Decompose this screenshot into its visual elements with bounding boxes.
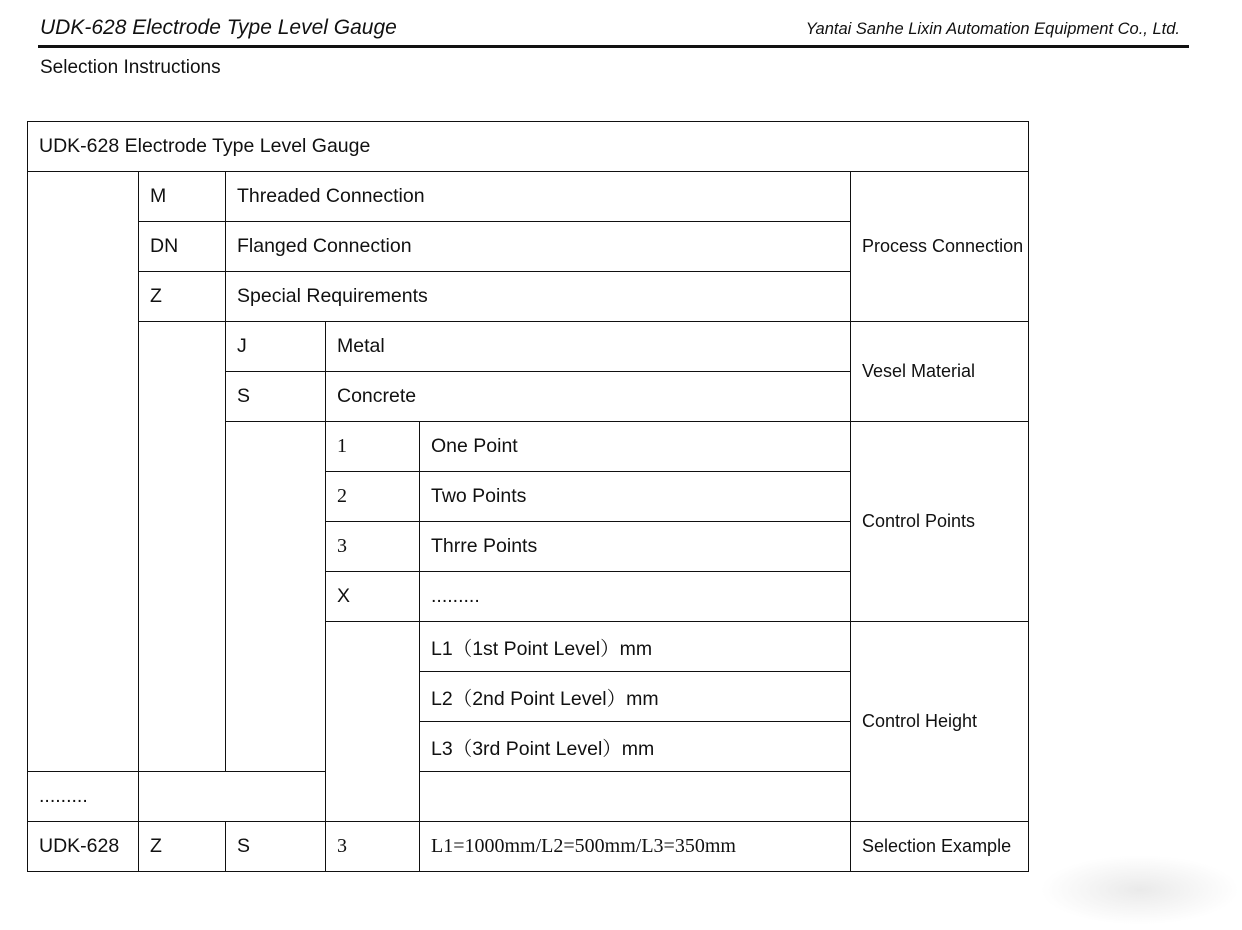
header-divider bbox=[38, 45, 1189, 48]
example-points: 3 bbox=[326, 822, 420, 872]
option-label: One Point bbox=[420, 422, 851, 472]
selection-example-row bbox=[28, 822, 1029, 872]
example-material: S bbox=[226, 822, 326, 872]
code-cell: 3 bbox=[326, 522, 420, 572]
document-title: UDK-628 Electrode Type Level Gauge bbox=[40, 16, 397, 39]
category-selection-example: Selection Example bbox=[851, 822, 1029, 872]
code-cell: M bbox=[139, 172, 226, 222]
example-connection: Z bbox=[139, 822, 226, 872]
example-model: UDK-628 bbox=[28, 822, 139, 872]
option-label: Metal bbox=[326, 322, 851, 372]
height-label: ......... bbox=[28, 772, 139, 822]
model-spacer-cell bbox=[28, 172, 139, 772]
code-cell: 1 bbox=[326, 422, 420, 472]
code-cell: Z bbox=[139, 272, 226, 322]
section-subtitle: Selection Instructions bbox=[40, 57, 221, 78]
option-label: Threaded Connection bbox=[226, 172, 851, 222]
option-label: Two Points bbox=[420, 472, 851, 522]
height-label: L3（3rd Point Level）mm bbox=[420, 722, 851, 772]
code-cell: J bbox=[226, 322, 326, 372]
code-cell: DN bbox=[139, 222, 226, 272]
selection-table bbox=[27, 121, 1029, 872]
table-title-row bbox=[28, 122, 1029, 172]
points-spacer-cell bbox=[326, 622, 420, 822]
option-label: ......... bbox=[420, 572, 851, 622]
company-name: Yantai Sanhe Lixin Automation Equipment Co., Ltd. bbox=[805, 20, 1180, 38]
option-label: Thrre Points bbox=[420, 522, 851, 572]
code-cell: X bbox=[326, 572, 420, 622]
option-label: Flanged Connection bbox=[226, 222, 851, 272]
category-vessel-material: Vesel Material bbox=[851, 322, 1029, 422]
table-row bbox=[28, 172, 1029, 222]
category-control-points: Control Points bbox=[851, 422, 1029, 622]
background-smudge bbox=[1040, 855, 1240, 925]
code-cell: 2 bbox=[326, 472, 420, 522]
height-label: L1（1st Point Level）mm bbox=[420, 622, 851, 672]
height-label: L2（2nd Point Level）mm bbox=[420, 672, 851, 722]
category-process-connection: Process Connection bbox=[851, 172, 1029, 322]
connection-spacer-cell bbox=[139, 322, 226, 772]
material-spacer-cell bbox=[226, 422, 326, 772]
option-label: Concrete bbox=[326, 372, 851, 422]
code-cell: S bbox=[226, 372, 326, 422]
example-height: L1=1000mm/L2=500mm/L3=350mm bbox=[420, 822, 851, 872]
category-control-height: Control Height bbox=[851, 622, 1029, 822]
option-label: Special Requirements bbox=[226, 272, 851, 322]
table-row bbox=[28, 322, 1029, 372]
table-title: UDK-628 Electrode Type Level Gauge bbox=[28, 122, 1029, 172]
